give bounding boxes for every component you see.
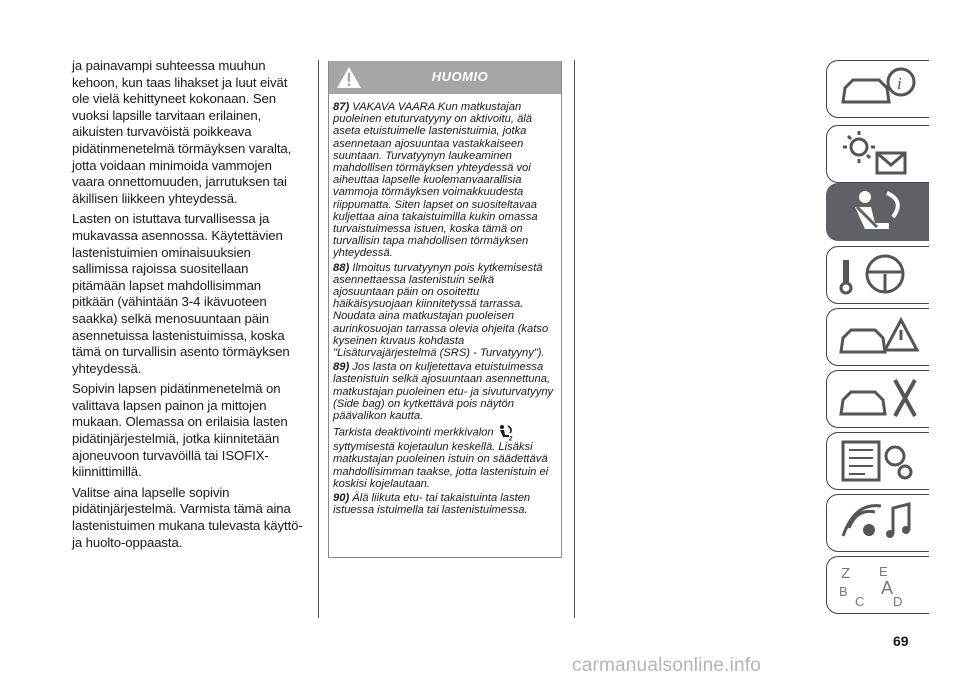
- svg-text:C: C: [855, 594, 865, 609]
- svg-text:2: 2: [508, 436, 513, 442]
- key-steering-wheel-icon: [835, 250, 921, 300]
- item-number: 88): [333, 261, 350, 274]
- item-text: syttymisestä kojetaulun keskellä. Lisäksi matkustajan puoleinen istuin on säädettävä mahdollisimman taakse, jotta lastenistuin ei koskisi kojelautaan.: [333, 441, 549, 490]
- tab-service[interactable]: [826, 370, 929, 428]
- column-divider: [574, 60, 575, 618]
- paragraph: Lasten on istuttava turvallisessa ja mukavassa asennossa. Käytettävien lastenistuimien ominaisuuksien sallimissa rajoissa suositellaan pitämään lapset mahdollisimman pitkään (vähintään 3-4 ikävuoteen saakka) selkä menosuuntaan päin asennetuissa lastenistuimissa, koska tämä on turvallisin asento törmäyksen yhteydessä.: [72, 211, 290, 376]
- warning-header: [329, 61, 561, 94]
- tab-car-info[interactable]: [826, 60, 929, 118]
- warning-item: [333, 101, 557, 260]
- car-info-icon: [835, 64, 921, 114]
- svg-text:E: E: [879, 564, 888, 579]
- warning-body: [333, 101, 557, 519]
- svg-text:B: B: [839, 584, 848, 599]
- car-service-tools-icon: [835, 374, 921, 424]
- warning-item: [333, 424, 557, 490]
- tab-emergency[interactable]: [826, 308, 929, 366]
- item-text: VAKAVA VAARA Kun matkustajan puoleinen etuturvatyyny on aktivoitu, älä aseta etuistuimelle lastenistuimia, jotka asennetaan ajosuuntaa vastakkaiseen suuntaan. Turvatyynyn laukeaminen mahdollisen törmäyksen yhteydessä voi aiheuttaa lapselle kuolemanvaarallisia vammoja törmäyksen voimakkuudesta riippumatta. Siten lapset on suositeltavaa kuljettaa aina takaistuimilla kukin omassa turvaistuimessa istuen, koska tämä on turvallisin tapa mahdollisen törmäyksen yhteydessä.: [333, 101, 538, 260]
- warning-box: [328, 61, 562, 558]
- item-text: Tarkista deaktivointi merkkivalon: [333, 426, 494, 439]
- warning-item: [333, 262, 557, 360]
- body-text-column: [72, 58, 304, 555]
- item-number: 89): [333, 361, 350, 374]
- item-number: 90): [333, 492, 350, 505]
- dashboard-lights-icon: [835, 129, 921, 179]
- item-text: Jos lasta on kuljetettava etuistuimessa lastenistuin selkä ajosuuntaan asennettuna, matkustajan puoleinen etu- ja sivuturvatyyny (Side bag) on kytkettävä pois näytön päävalikon kautta.: [333, 361, 554, 423]
- tab-index[interactable]: [826, 556, 929, 614]
- svg-text:D: D: [893, 594, 903, 609]
- item-number: 87): [333, 101, 350, 113]
- item-text: Älä liikuta etu- tai takaistuinta lasten istuessa istuimella tai lastenistuimessa.: [333, 492, 531, 517]
- emergency-car-icon: [835, 312, 921, 362]
- tab-seat-safety[interactable]: [826, 183, 929, 241]
- seat-safety-icon: [835, 187, 921, 237]
- warning-item: [333, 361, 557, 422]
- multimedia-icon: [835, 498, 921, 548]
- watermark: carmanualsonline.info: [572, 655, 762, 676]
- page-number: 69: [893, 633, 909, 649]
- alphabetical-index-icon: [835, 560, 921, 610]
- tab-dashboard-lights[interactable]: [826, 125, 929, 183]
- column-divider: [318, 60, 319, 618]
- svg-text:Z: Z: [841, 565, 851, 582]
- tab-technical-data[interactable]: [826, 432, 929, 490]
- svg-text:i: i: [897, 74, 902, 93]
- technical-data-icon: [835, 436, 921, 486]
- paragraph: ja painavampi suhteessa muuhun kehoon, kun taas lihakset ja luut eivät ole vielä kehittyneet kokonaan. Sen vuoksi lapsille tarvitaan erilainen, aikuisten turvavöistä poikkeava pidätinmenetelmä törmäyksen varalta, jotta voidaan minimoida vammojen vaara onnettomuuden, jarrutuksen tai äkillisen liikkeen yhteydessä.: [72, 58, 292, 206]
- warning-item: [333, 492, 557, 516]
- airbag-off-icon: [497, 424, 514, 441]
- item-text: Ilmoitus turvatyynyn pois kytkemisestä asennettaessa lastenistuin selkä ajosuuntaan päin on osoitettu häikäisysuojaan kiinnitetyssä tarrassa. Noudata aina matkustajan puoleisen aurinkosuojan tarrassa olevia ohjeita (katso kyseinen kuvaus kohdasta "Lisäturvajärjestelmä (SRS) - Turvatyyny").: [333, 261, 549, 360]
- tab-multimedia[interactable]: [826, 494, 929, 552]
- paragraph: Valitse aina lapselle sopivin pidätinjärjestelmä. Varmista tämä aina lastenistuimen mukana tulevasta käyttö- ja huolto-oppaasta.: [72, 484, 303, 550]
- svg-text:A: A: [881, 578, 894, 598]
- warning-title: HUOMIO: [431, 69, 489, 84]
- tab-key-steering[interactable]: [826, 246, 929, 304]
- paragraph: Sopivin lapsen pidätinmenetelmä on valittava lapsen painon ja mittojen mukaan. Olemassa on erilaisia lasten pidätinjärjestelmiä, jotka kiinnitetään ajoneuvoon turvavöillä tai ISOFIX-kiinnittimillä.: [72, 381, 288, 480]
